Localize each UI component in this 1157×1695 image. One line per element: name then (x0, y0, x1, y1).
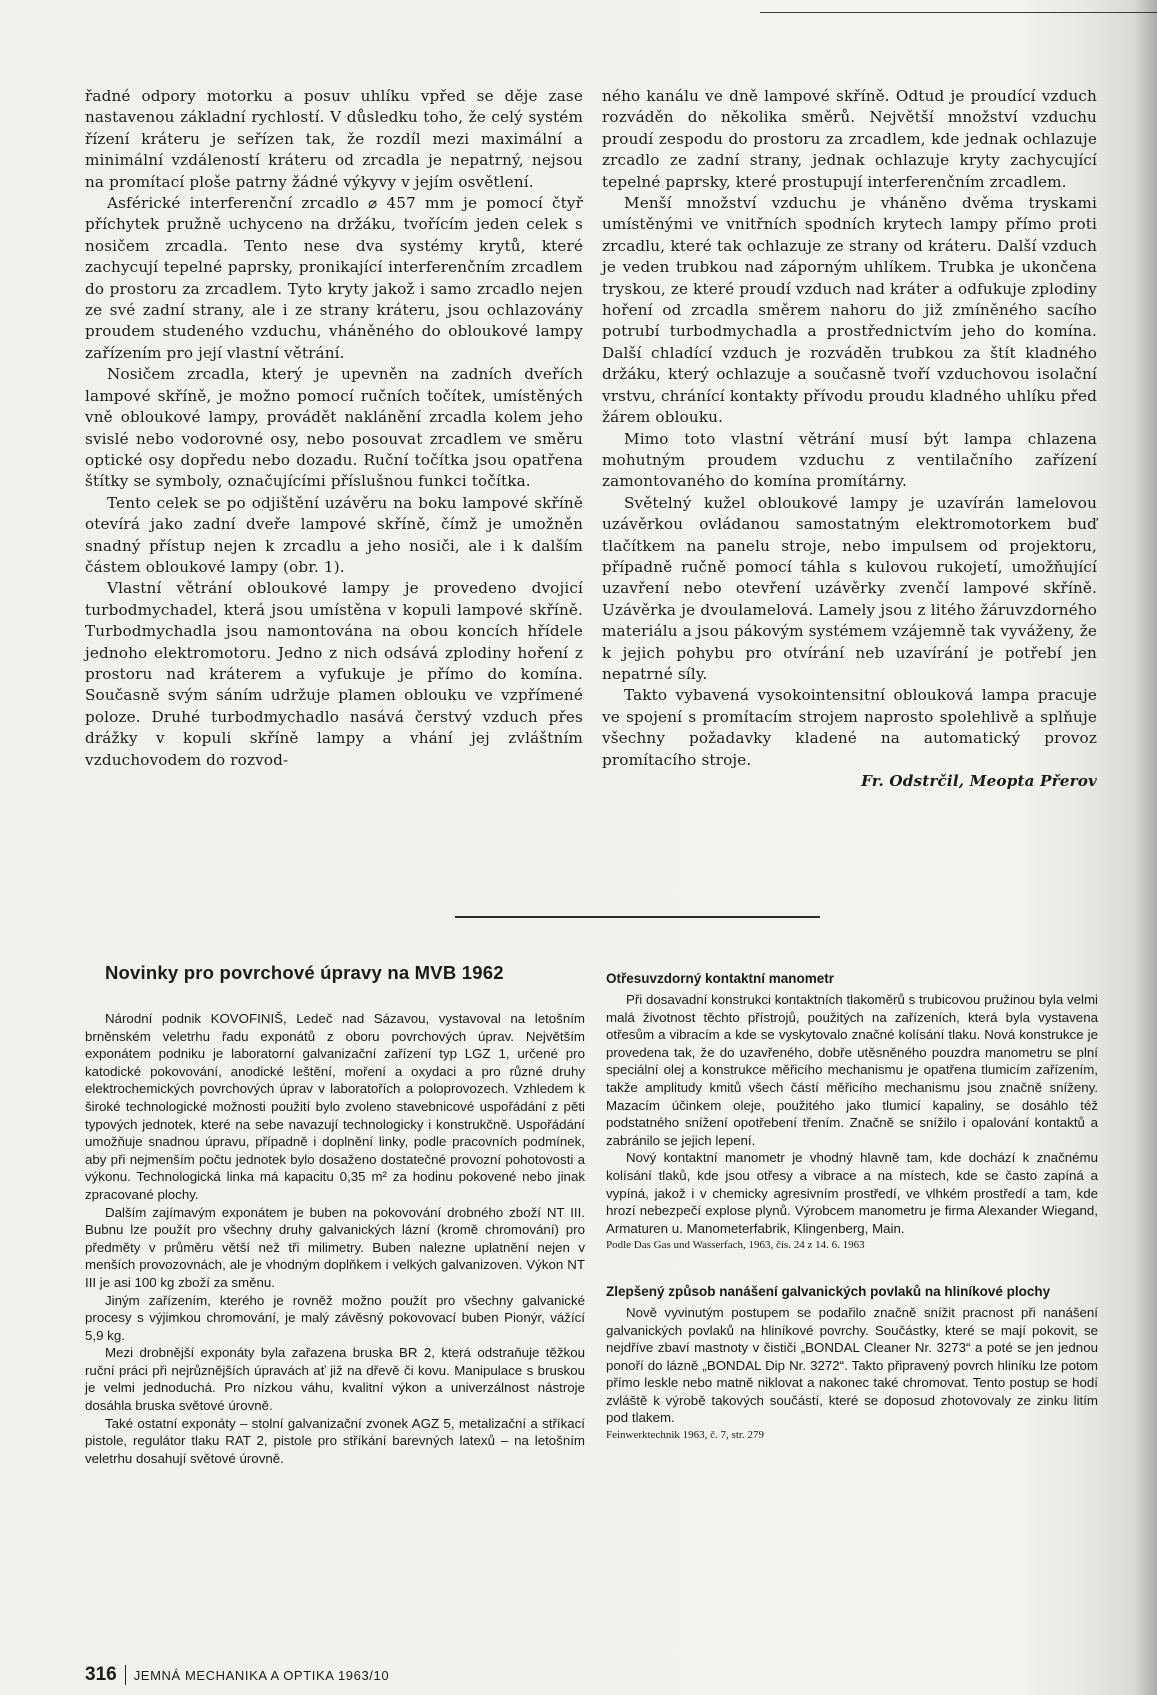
source-citation: Feinwerktechnik 1963, č. 7, str. 279 (606, 1429, 764, 1442)
author-signature: Fr. Odstrčil, Meopta Přerov (861, 772, 1097, 790)
section-divider (455, 916, 820, 918)
source-citation: Podle Das Gas und Wasserfach, 1963, čís. 24 z 14. 6. 1963 (606, 1239, 865, 1252)
article-surface-treatment (85, 1010, 585, 1467)
paragraph: ného kanálu ve dně lampové skříně. Odtud je proudící vzduch rozváděn do několika směrů. Největší množství vzduchu proudí zespodu do prostoru za zrcadlem, kde jednak ochlazuje zrcadlo ze zadní strany, jednak ochlazuje kryty zachycující tepelné paprsky, které prostupují interferenčním zrcadlem. (602, 87, 1097, 191)
page-edge-shadow (1133, 0, 1157, 1695)
paragraph: Mimo toto vlastní větrání musí být lampa chlazena mohutným proudem vzduchu z ventilačního zařízení zamontovaného do komína promítárny. (602, 429, 1097, 491)
top-rule (760, 12, 1157, 13)
paragraph: Jiným zařízením, kterého je rovněž možno použít pro všechny galvanické procesy s výjimkou chromování, je malý závěsný pokovovací buben Pionýr, vážící 5,9 kg. (85, 1292, 585, 1343)
paragraph: Menší množství vzduchu je vháněno dvěma tryskami umístěnými ve vnitřních spodních krytech lampy přímo proti zrcadlu, které tak ochlazuje ze strany od kráteru. Další vzduch je veden trubkou nad záporným uhlíkem. Trubka je ukončena tryskou, ze které proudí vzduch nad kráter a odfukuje zplodiny hoření od zrcadla směrem nahoru do již zmíněného sacího potrubí turbodmychadla a prostřednictvím jeho do komína. Další chladící vzduch je rozváděn trubkou za štít kladného držáku, který ochlazuje a současně tvoří vzduchovou isolační vrstvu, chránící kontakty přívodu proudu kladného uhlíku před žárem oblouku. (602, 194, 1097, 427)
paragraph: Světelný kužel obloukové lampy je uzavírán lamelovou uzávěrkou ovládanou samostatným elektromotorkem buď tlačítkem na panelu stroje, nebo impulsem od projektoru, případně ručně pomocí táhla s kulovou rukojetí, umožňující uzavření nebo otevření uzávěrky zvenčí lampové skříně. Uzávěrka je dvoulamelová. Lamely jsou z litého žáruvzdorného materiálu a jsou pákovým systémem vzájemně tak vyváženy, že k jejich pohybu pro otvírání neb uzavírání je potřebí jen nepatrné síly. (602, 493, 1097, 683)
article-lamp-right-column (602, 86, 1097, 792)
paragraph: Při dosavadní konstrukci kontaktních tlakoměrů s trubicovou pružinou byla velmi malá životnost těchto přístrojů, použitých na zařízeních, která byla vystavena otřesům a vibracím a kde se vyskytovalo značné kolísání tlaku. Nová konstrukce je provedena tak, že do uzavřeného, dobře utěsněného pouzdra manometru se plní speciální olej a konstrukce měřicího mechanismu je opatřena tlumicím zařízením, takže amplitudy kmitů všech částí měřicího mechanismu jsou značně sníženy. Mazacím účinkem oleje, použitého jako tlumicí kapaliny, se dosáhlo též podstatného snížení opotřebení třením. Značně se snížilo i opalování kontaktů a zabránilo se jejich lepení. (606, 992, 1098, 1148)
paragraph: Nový kontaktní manometr je vhodný hlavně tam, kde dochází k značnému kolísání tlaků, kde jsou otřesy a vibrace a na místech, kde se často zapíná a vypíná, jakož i v chemicky agresivním prostředí, ve vlhkém prostředí a tam, kde hrozí nebezpečí explose plynů. Výrobcem manometru je firma Alexander Wiegand, Armaturen u. Manometerfabrik, Klingenberg, Main. (606, 1150, 1098, 1236)
paragraph: Tento celek se po odjištění uzávěru na boku lampové skříně otevírá jako zadní dveře lampové skříně, čímž je umožněn snadný přístup nejen k zrcadlu a jeho nosiči, ale i k dalším částem obloukové lampy (obr. 1). (85, 493, 583, 576)
article-title: Zlepšený způsob nanášení galvanických povlaků na hliníkové plochy (606, 1283, 1051, 1299)
paragraph: Nově vyvinutým postupem se podařilo značně snížit pracnost při nanášení galvanických povlaků na hliníkové povrchy. Součástky, které se mají pokovit, se nejdříve zbaví mastnoty v čističi „BONDAL Cleaner Nr. 3273“ a poté se jen jednou ponoří do lázně „BONDAL Dip Nr. 3272“. Takto připravený povrch hliníku lze potom přímo leskle nebo matně niklovat a nakonec také chromovat. Tento postup se hodí zvláště k výrobě takových součástí, které se doposud zhotovovaly ze zinku litím pod tlakem. (606, 1304, 1098, 1426)
page-number: 316 (85, 1664, 117, 1685)
paragraph: Národní podnik KOVOFINIŠ, Ledeč nad Sázavou, vystavoval na letošním brněnském veletrhu řadu exponátů z oboru povrchových úprav. Největším exponátem podniku je laboratorní galvanizační zařízení typ LGZ 1, určené pro katodické pokovování, anodické leštění, moření a oxydaci a pro různé druhy elektrochemických povrchových úprav v laboratořích a poloprovozech. Vzhledem k široké technologické možnosti použití bylo zvoleno stavebnicové uspořádání z pěti typových jednotek, které na sebe navazují technologicky i konstrukčně. Uspořádání umožňuje snadnou úpravu, případně i doplnění linky, podle pracovních podmínek, aby při nejmenším počtu jednotek bylo dosaženo dostatečné provozní pohotovosti a výkonu. Technologická linka má kapacitu 0,35 m² za hodinu pokovené nebo jinak zpracované plochy. (85, 1011, 585, 1202)
journal-name: JEMNÁ MECHANIKA A OPTIKA 1963/10 (133, 1667, 390, 1683)
paragraph: Takto vybavená vysokointensitní oblouková lampa pracuje ve spojení s promítacím strojem naprosto spolehlivě a splňuje všechny požadavky kladené na automatický provoz promítacího stroje. (602, 686, 1097, 769)
paragraph: Vlastní větrání obloukové lampy je provedeno dvojicí turbodmychadel, která jsou umístěna v kopuli lampové skříně. Turbodmychadla jsou namontována na obou koncích hřídele jednoho elektromotoru. Jedno z nich odsává zplodiny hoření z prostoru nad kráterem a vyfukuje je přímo do komína. Současně svým sáním udržuje plamen oblouku ve vzpřímené poloze. Druhé turbodmychadlo nasává čerstvý vzduch přes drážky v kopuli skříně lampy a vhání jej zvláštním vzduchovodem do rozvod- (85, 579, 583, 769)
page-footer (85, 1663, 585, 1687)
paragraph: Mezi drobnější exponáty byla zařazena bruska BR 2, která odstraňuje těžkou ruční práci při nejrůznějších úpravách ať již na dřevě či kovu. Manipulace s bruskou je velmi jednoduchá. Pro nízkou váhu, kvalitní výkon a univerzálnost nástroje dosáhla bruska světové úrovně. (85, 1345, 585, 1414)
article-lamp-left-column (85, 86, 583, 771)
paragraph: Nosičem zrcadla, který je upevněn na zadních dveřích lampové skříně, je možno pomocí ručních točítek, umístěných vně obloukové lampy, provádět naklánění zrcadla kolem jeho svislé nebo vodorovné osy, nebo posouvat zrcadlem ve směru optické osy dopředu nebo dozadu. Ruční točítka jsou opatřena štítky se symboly, označujícími příslušnou funkci točítka. (85, 365, 583, 491)
news-right-column (606, 970, 1098, 1445)
article-title: Novinky pro povrchové úpravy na MVB 1962 (105, 962, 504, 983)
paragraph: řadné odpory motorku a posuv uhlíku vpřed se děje zase nastavenou základní rychlostí. V důsledku toho, že celý systém řízení kráteru je seřízen tak, že rozdíl mezi maximální a minimální vzdáleností kráteru od zrcadla je nepatrný, nejsou na promítací ploše patrny žádné výkyvy v jejím osvětlení. (85, 87, 583, 191)
paragraph: Dalším zajímavým exponátem je buben na pokovování drobného zboží NT III. Bubnu lze použít pro všechny druhy galvanických lázní (kromě chromování) pro předměty v průměru větší než tři milimetry. Buben nalezne uplatnění nejen v menších provozovnách, ale je vhodným doplňkem i velkých galvanizoven. Výkon NT III je asi 100 kg zboží za směnu. (85, 1204, 585, 1290)
footer-separator (125, 1665, 126, 1685)
paragraph: Asférické interferenční zrcadlo ⌀ 457 mm je pomocí čtyř příchytek pružně uchyceno na držáku, tvořícím jeden celek s nosičem zrcadla. Tento nese dva systémy krytů, které zachycují tepelné paprsky, pronikající interferenčním zrcadlem do prostoru za zrcadlem. Tyto kryty jakož i samo zrcadlo nejen ze své zadní strany, ale i ze strany kráteru, jsou ochlazovány proudem studeného vzduchu, vháněného do obloukové lampy zařízením pro její vlastní větrání. (85, 194, 583, 362)
paragraph: Také ostatní exponáty – stolní galvanizační zvonek AGZ 5, metalizační a stříkací pistole, regulátor tlaku RAT 2, pistole pro stříkání barevných latexů – na letošním veletrhu dosahují světové úrovně. (85, 1415, 585, 1466)
article-title: Otřesuvzdorný kontaktní manometr (606, 971, 835, 986)
